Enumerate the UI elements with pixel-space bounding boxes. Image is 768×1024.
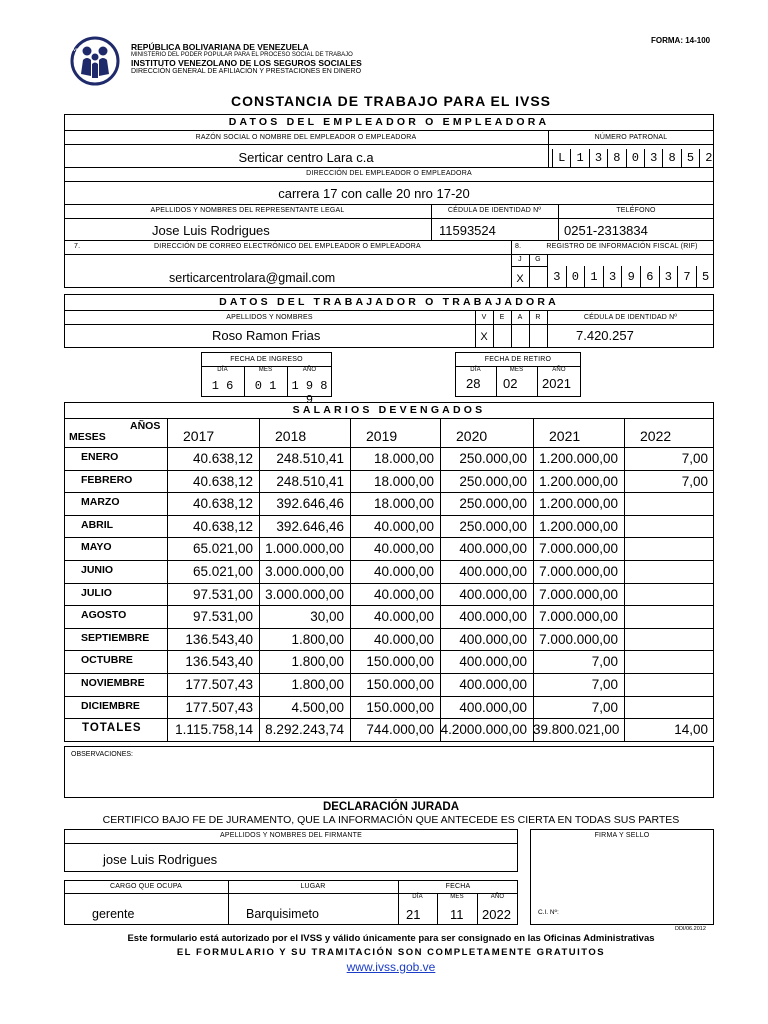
salary-cell: 1.200.000,00: [539, 451, 618, 466]
salary-cell: 400.000,00: [459, 564, 527, 579]
worker-a-label: A: [517, 314, 523, 321]
retiro-dia-label: DÍA: [470, 367, 481, 373]
total-cell: 39.800.021,00: [533, 722, 620, 737]
totales-label: TOTALES: [82, 722, 142, 734]
salary-cell: 400.000,00: [459, 541, 527, 556]
fecha-retiro-label: FECHA DE RETIRO: [484, 356, 552, 363]
month-label: AGOSTO: [81, 609, 127, 621]
month-label: OCTUBRE: [81, 654, 133, 666]
meses-label: MESES: [69, 431, 106, 443]
salary-cell: 7,00: [681, 474, 708, 489]
salary-cell: 1.000.000,00: [265, 541, 344, 556]
worker-name-value: Roso Ramon Frias: [212, 328, 321, 343]
salary-cell: 177.507,43: [185, 700, 253, 715]
patronal-digit-4: 0: [626, 149, 644, 167]
email-value: serticarcentrolara@gmail.com: [169, 271, 336, 285]
month-label: ABRIL: [81, 519, 114, 531]
logo-text: IVSS: [72, 47, 82, 52]
salary-cell: 250.000,00: [459, 496, 527, 511]
header-instituto: INSTITUTO VENEZOLANO DE LOS SEGUROS SOCIALES: [131, 58, 362, 68]
year-header-2022: 2022: [640, 428, 672, 444]
patronal-digit-2: 3: [589, 149, 607, 167]
email-num: 7.: [74, 243, 81, 250]
header-ministerio: MINISTERIO DEL PODER POPULAR PARA EL PROCESO SOCIAL DE TRABAJO: [131, 52, 353, 58]
year-header-2021: 2021: [549, 428, 581, 444]
total-cell: 1.115.758,14: [175, 722, 253, 737]
ingreso-dia: 1 6: [211, 379, 234, 393]
salary-cell: 150.000,00: [366, 700, 434, 715]
salary-cell: 18.000,00: [373, 451, 434, 466]
direccion-label: DIRECCIÓN DEL EMPLEADOR O EMPLEADORA: [306, 170, 472, 177]
rif-g-label: G: [535, 256, 541, 263]
razon-value: Serticar centro Lara c.a: [238, 150, 374, 165]
header-republica: REPÚBLICA BOLIVARIANA DE VENEZUELA: [131, 42, 309, 52]
salary-cell: 40.000,00: [373, 632, 434, 647]
rif-digit-3: 3: [603, 266, 622, 288]
emp-ci-value: 11593524: [439, 223, 496, 238]
page-title: CONSTANCIA DE TRABAJO PARA EL IVSS: [231, 93, 551, 109]
salary-cell: 1.800,00: [291, 632, 344, 647]
salary-cell: 65.021,00: [192, 541, 253, 556]
decl-ano: 2022: [482, 907, 511, 922]
worker-ci-label: CÉDULA DE IDENTIDAD Nº: [583, 314, 678, 321]
salary-cell: 248.510,41: [276, 451, 344, 466]
salary-cell: 392.646,46: [276, 519, 344, 534]
salary-cell: 7.000.000,00: [539, 632, 618, 647]
salary-cell: 40.638,12: [192, 451, 253, 466]
month-label: DICIEMBRE: [81, 700, 140, 712]
declaracion-text: CERTIFICO BAJO FE DE JURAMENTO, QUE LA INFORMACIÓN QUE ANTECEDE ES CIERTA EN TODAS SUS PARTES: [102, 814, 680, 826]
anos-label: AÑOS: [130, 420, 161, 432]
salary-cell: 400.000,00: [459, 654, 527, 669]
firmante-label: APELLIDOS Y NOMBRES DEL FIRMANTE: [219, 832, 363, 839]
rif-digit-0: 3: [547, 266, 566, 288]
year-header-2019: 2019: [366, 428, 398, 444]
retiro-mes-label: MES: [509, 367, 524, 373]
lugar-value: Barquisimeto: [246, 907, 319, 921]
total-cell: 8.292.243,74: [265, 722, 344, 737]
fecha-label: FECHA: [445, 883, 471, 890]
observaciones-label: OBSERVACIONES:: [71, 751, 133, 758]
salary-cell: 177.507,43: [185, 677, 253, 692]
salary-cell: 3.000.000,00: [265, 587, 344, 602]
salary-cell: 40.000,00: [373, 587, 434, 602]
lugar-label: LUGAR: [300, 883, 326, 890]
header-direccion: DIRECCIÓN GENERAL DE AFILIACIÓN Y PRESTACIONES EN DINERO: [131, 68, 362, 75]
salary-cell: 1.200.000,00: [539, 519, 618, 534]
month-label: ENERO: [81, 451, 119, 463]
rif-num: 8.: [515, 243, 522, 250]
ivss-logo: [70, 36, 120, 86]
patronal-digit-8: 2: [699, 149, 717, 167]
salary-cell: 250.000,00: [459, 519, 527, 534]
patronal-digit-7: 5: [681, 149, 699, 167]
decl-mes: 11: [450, 907, 464, 922]
decl-ano-label: AÑO: [490, 894, 505, 900]
rif-digit-8: 5: [696, 266, 715, 288]
total-cell: 4.2000.000,00: [440, 722, 527, 737]
direccion-value: carrera 17 con calle 20 nro 17-20: [278, 186, 470, 201]
salary-cell: 40.000,00: [373, 609, 434, 624]
salary-cell: 97.531,00: [192, 609, 253, 624]
salary-cell: 7,00: [591, 700, 618, 715]
salary-cell: 400.000,00: [459, 609, 527, 624]
ingreso-dia-label: DÍA: [217, 367, 228, 373]
decl-dia-label: DÍA: [412, 894, 423, 900]
salary-cell: 250.000,00: [459, 474, 527, 489]
salarios-title: SALARIOS DEVENGADOS: [292, 404, 486, 416]
month-label: SEPTIEMBRE: [81, 632, 150, 644]
firma-ci-label: C.I. Nº:: [538, 909, 559, 916]
patronal-digit-1: 1: [570, 149, 588, 167]
worker-section-title: DATOS DEL TRABAJADOR O TRABAJADORA: [219, 296, 559, 308]
year-header-2017: 2017: [183, 428, 215, 444]
worker-v-mark: X: [480, 331, 488, 343]
salary-cell: 65.021,00: [192, 564, 253, 579]
ingreso-mes-label: MES: [258, 367, 273, 373]
decl-mes-label: MES: [450, 894, 464, 900]
patronal-digit-5: 3: [644, 149, 662, 167]
rif-digit-4: 9: [621, 266, 640, 288]
salary-cell: 248.510,41: [276, 474, 344, 489]
salary-cell: 30,00: [310, 609, 344, 624]
footer-line1: Este formulario está autorizado por el IVSS y válido únicamente para ser consignado en las Oficinas Administrativas: [127, 933, 655, 944]
rif-digit-1: 0: [566, 266, 585, 288]
rif-digit-6: 3: [659, 266, 678, 288]
form-version: DDI/06.2012: [675, 926, 706, 932]
salary-cell: 7.000.000,00: [539, 564, 618, 579]
salary-cell: 400.000,00: [459, 700, 527, 715]
cargo-label: CARGO QUE OCUPA: [109, 883, 183, 890]
rif-digit-7: 7: [677, 266, 696, 288]
salary-cell: 40.638,12: [192, 474, 253, 489]
patronal-digit-6: 8: [662, 149, 680, 167]
total-cell: 744.000,00: [366, 722, 434, 737]
salary-cell: 40.638,12: [192, 496, 253, 511]
razon-label: RAZÓN SOCIAL O NOMBRE DEL EMPLEADOR O EMPLEADORA: [195, 134, 417, 141]
rep-value: Jose Luis Rodrigues: [152, 223, 270, 238]
salary-cell: 40.000,00: [373, 519, 434, 534]
salary-cell: 400.000,00: [459, 677, 527, 692]
rif-j-mark: X: [516, 273, 524, 285]
year-header-2020: 2020: [456, 428, 488, 444]
salary-cell: 400.000,00: [459, 632, 527, 647]
ingreso-ano-label: AÑO: [302, 367, 317, 373]
worker-e-label: E: [499, 314, 505, 321]
rif-label: REGISTRO DE INFORMACIÓN FISCAL (RIF): [546, 243, 698, 250]
year-header-2018: 2018: [275, 428, 307, 444]
total-cell: 14,00: [674, 722, 708, 737]
salary-cell: 7.000.000,00: [539, 587, 618, 602]
month-label: FEBRERO: [81, 474, 133, 486]
rep-label: APELLIDOS Y NOMBRES DEL REPRESENTANTE LEGAL: [150, 207, 345, 214]
month-label: JUNIO: [81, 564, 114, 576]
decl-dia: 21: [406, 907, 421, 922]
salary-cell: 1.200.000,00: [539, 474, 618, 489]
email-label: DIRECCIÓN DE CORREO ELECTRÓNICO DEL EMPLEADOR O EMPLEADORA: [154, 243, 421, 250]
retiro-mes: 02: [503, 376, 518, 391]
salary-cell: 150.000,00: [366, 677, 434, 692]
rif-digit-2: 1: [584, 266, 603, 288]
worker-v-label: V: [481, 314, 487, 321]
footer-line2: EL FORMULARIO Y SU TRAMITACIÓN SON COMPLETAMENTE GRATUITOS: [176, 947, 606, 958]
firma-sello-label: FIRMA Y SELLO: [594, 832, 650, 839]
firmante-value: jose Luis Rodrigues: [103, 852, 218, 867]
salary-cell: 40.638,12: [192, 519, 253, 534]
salary-cell: 136.543,40: [185, 654, 253, 669]
salary-cell: 4.500,00: [291, 700, 344, 715]
salary-cell: 1.200.000,00: [539, 496, 618, 511]
rif-digit-5: 6: [640, 266, 659, 288]
fecha-ingreso-label: FECHA DE INGRESO: [230, 356, 303, 363]
salary-cell: 1.800,00: [291, 677, 344, 692]
salary-cell: 18.000,00: [373, 474, 434, 489]
salary-cell: 7,00: [591, 677, 618, 692]
worker-name-label: APELLIDOS Y NOMBRES: [226, 314, 313, 321]
salary-cell: 3.000.000,00: [265, 564, 344, 579]
retiro-dia: 28: [466, 376, 481, 391]
observaciones-box: [64, 746, 714, 798]
salary-cell: 40.000,00: [373, 541, 434, 556]
ingreso-ano: 1 9 8 9: [291, 379, 328, 407]
salary-cell: 97.531,00: [192, 587, 253, 602]
declaracion-title: DECLARACIÓN JURADA: [322, 801, 460, 813]
salary-cell: 7,00: [591, 654, 618, 669]
patronal-label: NÚMERO PATRONAL: [594, 134, 668, 141]
form-code: FORMA: 14-100: [651, 36, 711, 45]
retiro-ano-label: AÑO: [552, 367, 566, 373]
salary-cell: 7,00: [681, 451, 708, 466]
tel-value: 0251-2313834: [564, 223, 648, 238]
month-label: JULIO: [81, 587, 112, 599]
emp-ci-label: CÉDULA DE IDENTIDAD Nº: [447, 207, 542, 214]
salary-cell: 136.543,40: [185, 632, 253, 647]
cargo-value: gerente: [92, 907, 135, 921]
salary-cell: 40.000,00: [373, 564, 434, 579]
salary-cell: 250.000,00: [459, 451, 527, 466]
salary-cell: 18.000,00: [373, 496, 434, 511]
footer-link[interactable]: www.ivss.gob.ve: [346, 960, 436, 974]
month-label: MAYO: [81, 541, 112, 553]
patronal-digit-3: 8: [607, 149, 625, 167]
salary-cell: 392.646,46: [276, 496, 344, 511]
salary-cell: 7.000.000,00: [539, 541, 618, 556]
salary-cell: 400.000,00: [459, 587, 527, 602]
worker-ci-value: 7.420.257: [576, 328, 634, 343]
salary-cell: 150.000,00: [366, 654, 434, 669]
retiro-ano: 2021: [542, 376, 571, 391]
salary-cell: 7.000.000,00: [539, 609, 618, 624]
rif-j-label: J: [518, 256, 522, 263]
month-label: NOVIEMBRE: [81, 677, 145, 689]
employer-section-title: DATOS DEL EMPLEADOR O EMPLEADORA: [228, 116, 550, 128]
tel-label: TELÉFONO: [616, 207, 656, 214]
month-label: MARZO: [81, 496, 120, 508]
ingreso-mes: 0 1: [254, 379, 277, 393]
salary-cell: 1.800,00: [291, 654, 344, 669]
patronal-digit-0: L: [552, 149, 570, 167]
worker-r-label: R: [535, 314, 541, 321]
